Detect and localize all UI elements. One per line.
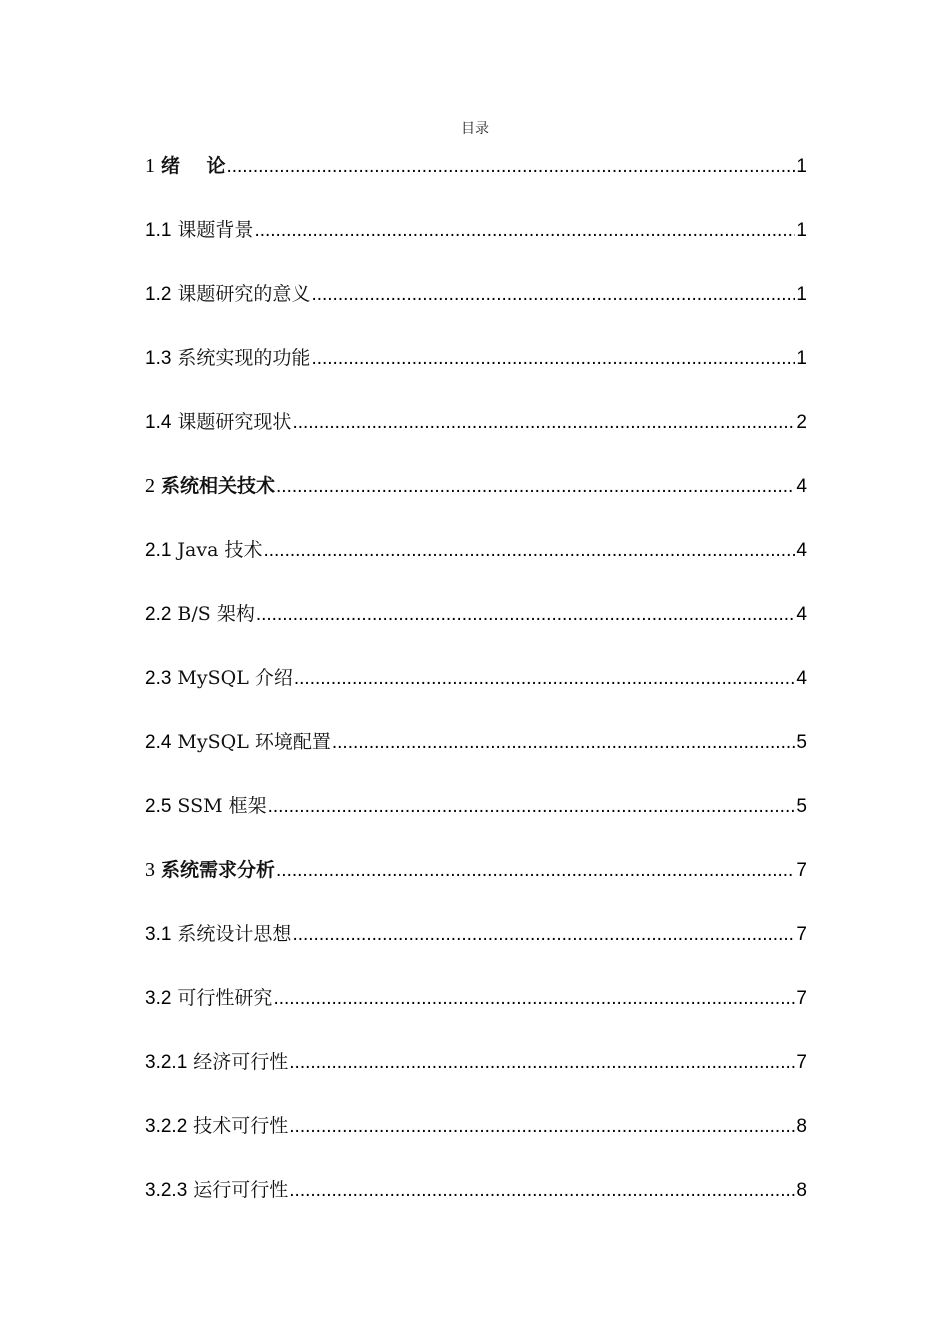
toc-entry-page: 2 (796, 412, 807, 433)
dot-leader (294, 661, 796, 697)
toc-entry-label: 系统需求分析 (161, 859, 276, 881)
toc-entry-page: 4 (796, 668, 807, 689)
toc-entry-label: 课题研究的意义 (177, 283, 311, 305)
toc-entry-label: SSM 框架 (177, 795, 267, 817)
toc-entry[interactable] (145, 532, 807, 596)
toc-entry-label: 课题研究现状 (177, 411, 292, 433)
toc-entry-label: Java 技术 (177, 539, 263, 561)
toc-entry-label: MySQL 介绍 (177, 667, 293, 689)
toc-entry-number: 1 (145, 155, 155, 177)
toc-entry-number: 2.2 (145, 604, 172, 625)
toc-entry[interactable] (145, 788, 807, 852)
toc-entry-number: 1.2 (145, 284, 172, 305)
toc-entry-number: 3.2 (145, 988, 172, 1009)
dot-leader (276, 853, 795, 889)
dot-leader (292, 917, 795, 953)
toc-entry[interactable] (145, 660, 807, 724)
toc-entry[interactable] (145, 1172, 807, 1236)
dot-leader (311, 277, 795, 313)
dot-leader (268, 789, 796, 825)
toc-entry-page: 4 (796, 540, 807, 561)
dot-leader (254, 213, 795, 249)
toc-entry-page: 7 (796, 988, 807, 1009)
toc-entry-label: 可行性研究 (177, 987, 273, 1009)
toc-entry-label: 系统相关技术 (161, 475, 276, 497)
toc-entry-label: B/S 架构 (177, 603, 255, 625)
dot-leader (292, 405, 795, 441)
toc-entry-page: 1 (796, 284, 807, 305)
toc-entry-number: 3.1 (145, 924, 172, 945)
toc-entry[interactable] (145, 916, 807, 980)
toc-entry[interactable] (145, 1108, 807, 1172)
toc-entry-label: 运行可行性 (193, 1179, 289, 1201)
toc-entry-number: 1.3 (145, 348, 172, 369)
toc-entry[interactable] (145, 1044, 807, 1108)
toc-entry[interactable] (145, 724, 807, 788)
dot-leader (273, 981, 795, 1017)
toc-entry-number: 2 (145, 475, 155, 497)
toc-entry-page: 1 (796, 220, 807, 241)
dot-leader (289, 1173, 795, 1209)
toc-entry-page: 5 (796, 796, 807, 817)
toc-entry-number: 2.1 (145, 540, 172, 561)
toc-entry-number: 3.2.3 (145, 1180, 188, 1201)
dot-leader (332, 725, 796, 761)
toc-entry-label: 课题背景 (177, 219, 254, 241)
toc-entry[interactable] (145, 212, 807, 276)
toc-entry-label: 系统实现的功能 (177, 347, 311, 369)
dot-leader (226, 149, 795, 185)
toc-entry-page: 7 (796, 1052, 807, 1073)
toc-entry-label: 绪 论 (161, 155, 226, 177)
toc-entry-label: 经济可行性 (193, 1051, 289, 1073)
toc-title: 目录 (461, 121, 489, 137)
toc-entry-page: 8 (796, 1180, 807, 1201)
dot-leader (276, 469, 795, 505)
dot-leader (289, 1109, 795, 1145)
dot-leader (289, 1045, 795, 1081)
toc-entry-number: 3.2.2 (145, 1116, 188, 1137)
table-of-contents (145, 148, 807, 1236)
toc-entry-number: 1.1 (145, 220, 172, 241)
dot-leader (256, 597, 796, 633)
toc-entry[interactable] (145, 852, 807, 916)
toc-entry[interactable] (145, 276, 807, 340)
dot-leader (263, 533, 795, 569)
toc-entry-number: 2.5 (145, 796, 172, 817)
toc-entry-page: 1 (796, 156, 807, 177)
toc-entry-page: 5 (796, 732, 807, 753)
toc-entry-page: 7 (796, 924, 807, 945)
toc-entry[interactable] (145, 148, 807, 212)
toc-entry-number: 3 (145, 859, 155, 881)
toc-entry[interactable] (145, 340, 807, 404)
toc-entry-number: 1.4 (145, 412, 172, 433)
toc-entry-page: 1 (796, 348, 807, 369)
dot-leader (311, 341, 795, 377)
toc-entry-label: 技术可行性 (193, 1115, 289, 1137)
toc-entry-number: 3.2.1 (145, 1052, 188, 1073)
toc-entry-page: 7 (796, 860, 807, 881)
toc-entry-page: 8 (796, 1116, 807, 1137)
toc-entry[interactable] (145, 980, 807, 1044)
toc-entry-number: 2.3 (145, 668, 172, 689)
toc-entry[interactable] (145, 468, 807, 532)
toc-entry-label: 系统设计思想 (177, 923, 292, 945)
toc-entry[interactable] (145, 596, 807, 660)
toc-entry-page: 4 (796, 604, 807, 625)
toc-entry[interactable] (145, 404, 807, 468)
toc-entry-label: MySQL 环境配置 (177, 731, 331, 753)
toc-entry-page: 4 (796, 476, 807, 497)
toc-entry-number: 2.4 (145, 732, 172, 753)
